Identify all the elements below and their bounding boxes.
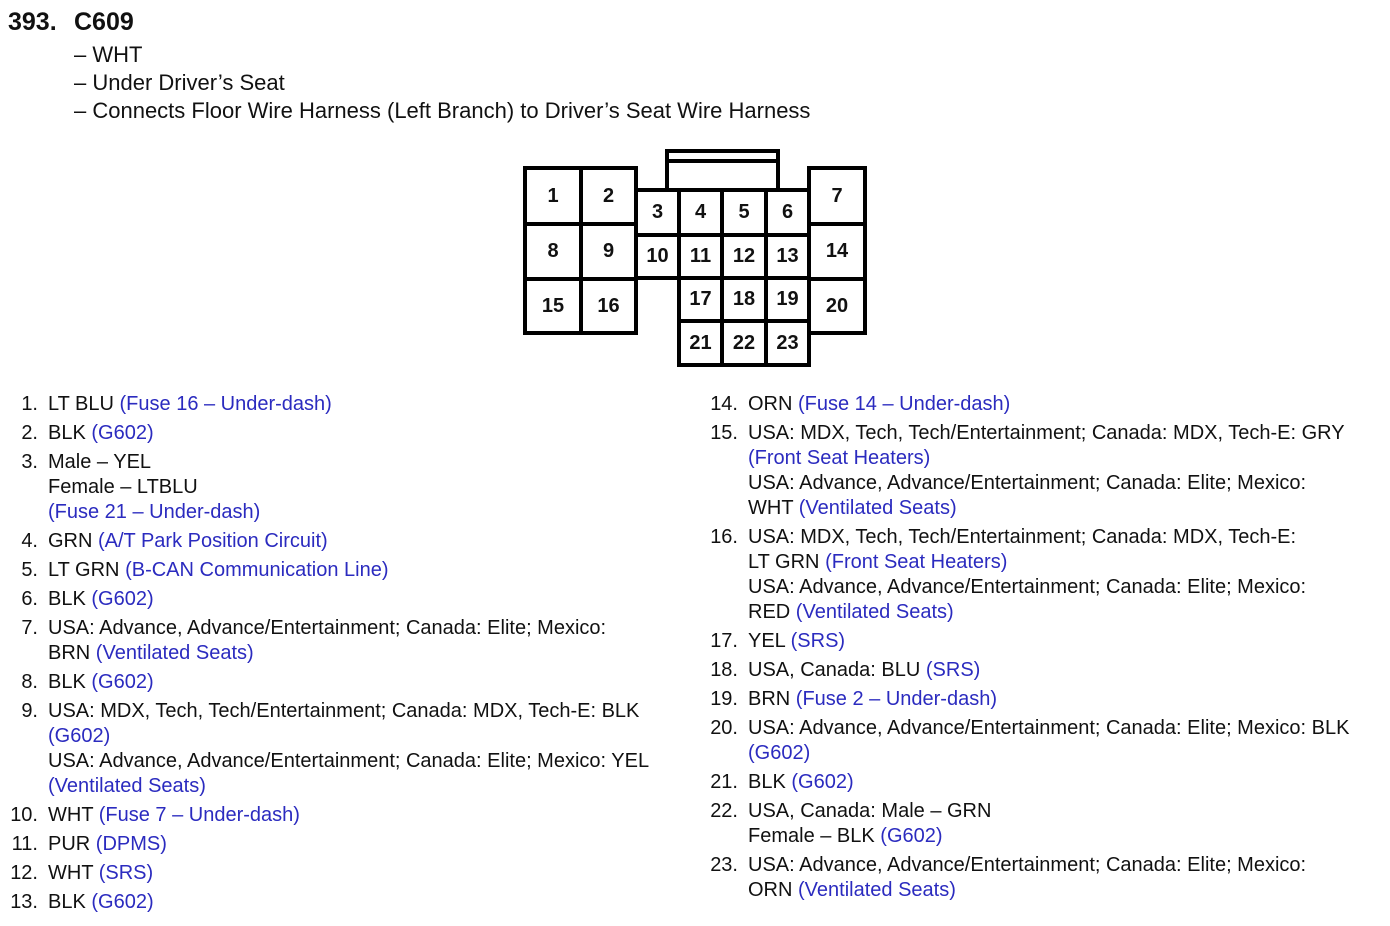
pin-list-item	[0, 450, 690, 525]
wire-color-text: BLK	[748, 771, 792, 793]
pin-list-item	[0, 861, 690, 886]
wire-color-text: Female – LTBLU	[48, 476, 198, 498]
pin-cavity-20: 20	[807, 277, 867, 335]
circuit-reference-link[interactable]: (SRS)	[98, 862, 154, 884]
pin-list-item	[700, 525, 1390, 625]
pin-description-line	[48, 832, 167, 857]
wire-color-text: Female – BLK	[748, 825, 881, 847]
circuit-reference-link[interactable]: (G602)	[91, 891, 154, 913]
wire-color-text: USA: Advance, Advance/Entertainment; Canada: Elite; Mexico: BLK	[748, 717, 1350, 739]
pin-description-line	[48, 641, 606, 666]
wire-color-text: BRN	[48, 642, 96, 664]
pin-number: 3.	[21, 451, 38, 473]
pin-list-item	[0, 421, 690, 446]
pin-list-item	[700, 687, 1390, 712]
connector-id: C609	[74, 8, 134, 36]
pin-description-line	[748, 853, 1306, 878]
pin-description-line	[48, 421, 154, 446]
pin-cavity-13: 13	[764, 233, 811, 280]
circuit-reference-link[interactable]: (G602)	[91, 588, 154, 610]
pin-number: 5.	[21, 559, 38, 581]
pin-cavity-19: 19	[764, 276, 811, 323]
pin-cavity-17: 17	[677, 276, 724, 323]
pin-description-line	[748, 600, 1306, 625]
circuit-reference-link[interactable]: (Front Seat Heaters)	[825, 551, 1008, 573]
pin-number: 8.	[21, 671, 38, 693]
latch-tab-line	[667, 159, 778, 163]
circuit-reference-link[interactable]: (G602)	[48, 725, 111, 747]
pin-cavity-12: 12	[720, 233, 768, 280]
pin-number: 10.	[10, 804, 38, 826]
pin-description-line	[748, 550, 1306, 575]
pin-list-item	[700, 392, 1390, 417]
wire-color-text: LT GRN	[48, 559, 126, 581]
pin-description-line	[48, 724, 649, 749]
pin-number: 15.	[710, 422, 738, 444]
circuit-reference-link[interactable]: (Fuse 21 – Under-dash)	[48, 501, 261, 523]
pin-number: 23.	[710, 854, 738, 876]
wire-color-text: USA, Canada: Male – GRN	[748, 800, 992, 822]
pin-cavity-2: 2	[579, 166, 638, 226]
wire-color-text: WHT	[48, 862, 99, 884]
wire-color-text: WHT	[748, 497, 799, 519]
circuit-reference-link[interactable]: (Fuse 7 – Under-dash)	[98, 804, 300, 826]
pin-description-line	[48, 774, 649, 799]
pin-list-item	[700, 658, 1390, 683]
circuit-reference-link[interactable]: (SRS)	[790, 630, 846, 652]
pin-cavity-21: 21	[677, 319, 724, 367]
pin-description-line	[48, 670, 154, 695]
wire-color-text: BLK	[48, 671, 92, 693]
connector-location: – Under Driver’s Seat	[74, 70, 285, 95]
pin-description-line	[48, 749, 649, 774]
pin-cavity-15: 15	[523, 277, 583, 335]
pin-list-item	[0, 803, 690, 828]
wire-color-text: PUR	[48, 833, 96, 855]
pin-description-line	[48, 450, 260, 475]
pin-list-item	[700, 629, 1390, 654]
pin-number: 13.	[10, 891, 38, 913]
circuit-reference-link[interactable]: (G602)	[880, 825, 943, 847]
pin-description-line	[748, 421, 1345, 446]
pin-number: 21.	[710, 771, 738, 793]
pin-description-line	[48, 616, 606, 641]
pin-number: 22.	[710, 800, 738, 822]
circuit-reference-link[interactable]: (SRS)	[925, 659, 981, 681]
wire-color-text: ORN	[748, 879, 798, 901]
pin-cavity-4: 4	[677, 188, 724, 237]
wire-color-text: USA: MDX, Tech, Tech/Entertainment; Canada: MDX, Tech-E:	[748, 526, 1297, 548]
pin-cavity-23: 23	[764, 319, 811, 367]
pin-number: 14.	[710, 393, 738, 415]
pin-description-line	[748, 525, 1306, 550]
pin-list-item	[0, 587, 690, 612]
circuit-reference-link[interactable]: (DPMS)	[95, 833, 167, 855]
pin-list-item	[700, 770, 1390, 795]
wire-color-text: BLK	[48, 891, 92, 913]
pin-list-item	[0, 529, 690, 554]
pin-description-line	[748, 741, 1349, 766]
pin-description-line	[48, 558, 388, 583]
pin-cavity-8: 8	[523, 222, 583, 281]
pin-description-line	[748, 716, 1349, 741]
pin-description-line	[48, 392, 332, 417]
pin-description-line	[748, 629, 845, 654]
pin-description-line	[748, 770, 854, 795]
pin-cavity-5: 5	[720, 188, 768, 237]
circuit-reference-link[interactable]: (Ventilated Seats)	[798, 879, 956, 901]
pin-list-item	[0, 392, 690, 417]
connector-description: – Connects Floor Wire Harness (Left Branch) to Driver’s Seat Wire Harness	[74, 98, 811, 123]
circuit-reference-link[interactable]: (G602)	[91, 671, 154, 693]
pin-description-line	[748, 824, 991, 849]
pin-description-line	[48, 699, 649, 724]
wire-color-text: LT GRN	[748, 551, 826, 573]
circuit-reference-link[interactable]: (G602)	[791, 771, 854, 793]
pin-cavity-10: 10	[634, 233, 681, 280]
wire-color-text: Male – YEL	[48, 451, 152, 473]
circuit-reference-link[interactable]: (Ventilated Seats)	[48, 775, 206, 797]
pin-description-line	[748, 471, 1345, 496]
pin-list-item	[700, 716, 1390, 766]
wire-color-text: BRN	[748, 688, 796, 710]
pin-list-item	[0, 616, 690, 666]
wire-color-text: USA: Advance, Advance/Entertainment; Canada: Elite; Mexico: YEL	[48, 750, 650, 772]
circuit-reference-link[interactable]: (A/T Park Position Circuit)	[98, 530, 328, 552]
circuit-reference-link[interactable]: (Front Seat Heaters)	[748, 447, 931, 469]
wire-color-text: YEL	[748, 630, 791, 652]
pin-description-line	[748, 392, 1010, 417]
pin-number: 17.	[710, 630, 738, 652]
pin-cavity-3: 3	[634, 188, 681, 237]
pin-list-item	[0, 670, 690, 695]
circuit-reference-link[interactable]: (G602)	[91, 422, 154, 444]
wire-color-text: USA: Advance, Advance/Entertainment; Canada: Elite; Mexico:	[748, 854, 1307, 876]
pin-description-line	[748, 496, 1345, 521]
pin-number: 9.	[21, 700, 38, 722]
wire-color-text: GRN	[48, 530, 98, 552]
pin-number: 11.	[11, 833, 38, 855]
wire-color-text: USA: Advance, Advance/Entertainment; Canada: Elite; Mexico:	[748, 472, 1307, 494]
wire-color-text: USA: MDX, Tech, Tech/Entertainment; Canada: MDX, Tech-E: GRY	[748, 422, 1345, 444]
pin-number: 2.	[21, 422, 38, 444]
circuit-reference-link[interactable]: (Fuse 14 – Under-dash)	[798, 393, 1011, 415]
wire-color-text: BLK	[48, 422, 92, 444]
pin-list-item	[0, 890, 690, 915]
pin-description-line	[48, 861, 153, 886]
pin-number: 18.	[710, 659, 738, 681]
circuit-reference-link[interactable]: (Ventilated Seats)	[795, 601, 954, 623]
pin-list-item	[0, 558, 690, 583]
pin-cavity-7: 7	[807, 166, 867, 226]
pin-description-line	[48, 890, 154, 915]
pin-description-line	[48, 475, 260, 500]
wire-color-text: USA: Advance, Advance/Entertainment; Canada: Elite; Mexico:	[48, 617, 607, 639]
pin-cavity-22: 22	[720, 319, 768, 367]
wire-color-text: WHT	[48, 804, 99, 826]
wire-color-text: LT BLU	[48, 393, 120, 415]
connector-color: – WHT	[74, 42, 143, 67]
pin-list-left	[0, 392, 690, 919]
pin-list-item	[0, 699, 690, 799]
wire-color-text: ORN	[748, 393, 798, 415]
wire-color-text: USA: MDX, Tech, Tech/Entertainment; Canada: MDX, Tech-E: BLK	[48, 700, 640, 722]
pin-description-line	[48, 500, 260, 525]
pin-description-line	[748, 446, 1345, 471]
pin-cavity-14: 14	[807, 222, 867, 281]
pin-number: 12.	[10, 862, 38, 884]
pin-number: 6.	[21, 588, 38, 610]
wire-color-text: RED	[748, 601, 796, 623]
pin-cavity-16: 16	[579, 277, 638, 335]
pin-cavity-6: 6	[764, 188, 811, 237]
pin-description-line	[748, 658, 980, 683]
circuit-reference-link[interactable]: (Fuse 16 – Under-dash)	[119, 393, 332, 415]
circuit-reference-link[interactable]: (Ventilated Seats)	[95, 642, 254, 664]
pin-description-line	[48, 803, 300, 828]
pin-cavity-9: 9	[579, 222, 638, 281]
pin-cavity-1: 1	[523, 166, 583, 226]
pin-list-item	[700, 853, 1390, 903]
wire-color-text: USA: Advance, Advance/Entertainment; Canada: Elite; Mexico:	[748, 576, 1307, 598]
circuit-reference-link[interactable]: (Ventilated Seats)	[798, 497, 957, 519]
pin-list-right	[700, 392, 1390, 907]
pin-number: 16.	[710, 526, 738, 548]
pin-number: 19.	[710, 688, 738, 710]
pin-number: 1.	[21, 393, 38, 415]
pin-number: 4.	[21, 530, 38, 552]
pin-number: 20.	[710, 717, 738, 739]
wire-color-text: BLK	[48, 588, 92, 610]
pin-list-item	[700, 421, 1390, 521]
circuit-reference-link[interactable]: (B-CAN Communication Line)	[125, 559, 389, 581]
pin-description-line	[748, 799, 991, 824]
pin-number: 7.	[21, 617, 38, 639]
section-number: 393.	[8, 8, 57, 36]
wire-color-text: USA, Canada: BLU	[748, 659, 926, 681]
pin-cavity-18: 18	[720, 276, 768, 323]
pin-cavity-11: 11	[677, 233, 724, 280]
circuit-reference-link[interactable]: (G602)	[748, 742, 811, 764]
pin-description-line	[748, 878, 1306, 903]
pin-description-line	[48, 587, 154, 612]
pin-list-item	[700, 799, 1390, 849]
pin-list-item	[0, 832, 690, 857]
pin-description-line	[748, 687, 997, 712]
circuit-reference-link[interactable]: (Fuse 2 – Under-dash)	[795, 688, 997, 710]
pin-description-line	[748, 575, 1306, 600]
pin-description-line	[48, 529, 328, 554]
